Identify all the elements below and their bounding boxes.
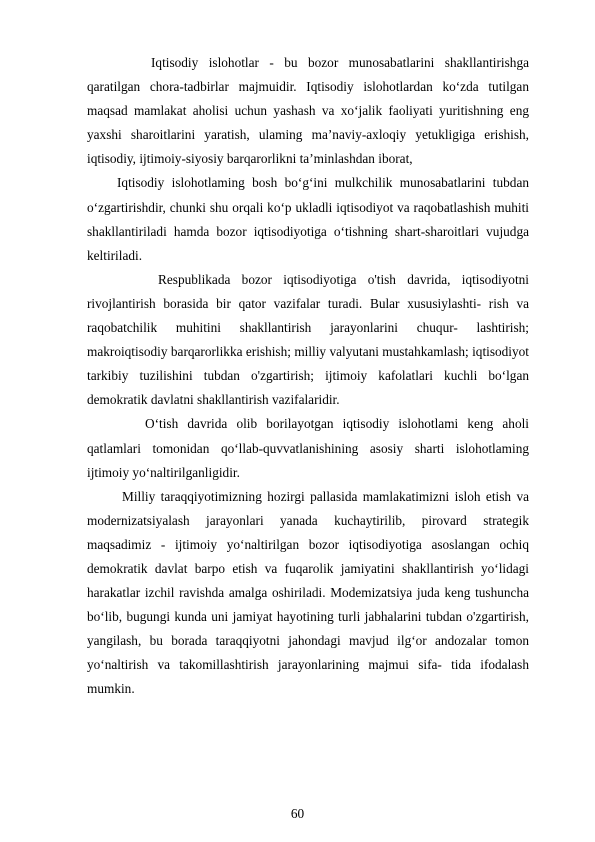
paragraph-3: Respublikada bozor iqtisodiyotiga o'tish davrida, iqtisodiyotni rivojlantirish borasida bir qator vazifalar turadi. Bular xususiylashti- rish va raqobatchilik muhitini shakllantirish jarayonlarini chuqur- lashtirish; makroiqtisodiy barqarorlikka erishish; milliy valyutani mustahkamlash; iqtisodiyot tarkibiy tuzilishini tubdan o'zgartirish; ijtimoiy kafolatlari kuchli bo‘lgan demokratik davlatni shakllantirish vazifalaridir. [87,271,529,408]
paragraph-2: Iqtisodiy islohotlaming bosh bo‘g‘ini mulkchilik munosabatlarini tubdan o‘zgartirishdir, chunki shu orqali ko‘p ukladli iqtisodiyot va raqobatlashish muhiti shakllantiriladi hamda bozor iqtisodiyotiga o‘tishning shart-sharoitlari vujudga keltiriladi. [87,175,529,263]
paragraph-1: Iqtisodiy islohotlar - bu bozor munosabatlarini shakllantirishga qaratilgan chora-tadbirlar majmuidir. Iqtisodiy islohotlardan ko‘zda tutilgan maqsad mamlakat aholisi uchun yashash va xo‘jalik faoliyati yuritishning eng yaxshi sharoitlarini yaratish, ulaming ma’naviy-axloqiy yetukligiga erishish, iqtisodiy, ijtimoiy-siyosiy barqarorlikni ta’minlashdan iborat, [87,55,529,167]
paragraph-5: Milliy taraqqiyotimizning hozirgi pallasida mamlakatimizni isloh etish va modernizatsiyalash jarayonlari yanada kuchaytirilib, pirovard strategik maqsadimiz - ijtimoiy yo‘naltirilgan bozor iqtisodiyotiga asoslangan ochiq demokratik davlat barpo etish va fuqarolik jamiyatini shakllantirish yo‘lidagi harakatlar izchil ravishda amalga oshiriladi. Modemizatsiya juda keng tushuncha bo‘lib, bugungi kunda uni jamiyat hayotining turli jabhalarini tubdan o'zgartirish, yangilash, bu borada taraqqiyotni jahondagi mavjud ilg‘or andozalar tomon yo‘naltirish va takomillashtirish jarayonlarining majmui sifa- tida ifodalash mumkin. [87,488,529,697]
body-text [87,51,529,702]
page-number: 60 [290,806,305,821]
paragraph-4: O‘tish davrida olib borilayotgan iqtisodiy islohotlami keng aholi qatlamlari tomonidan qo‘llab-quvvatlanishining asosiy sharti islohotlaming ijtimoiy yo‘naltirilganligidir. [87,416,529,480]
